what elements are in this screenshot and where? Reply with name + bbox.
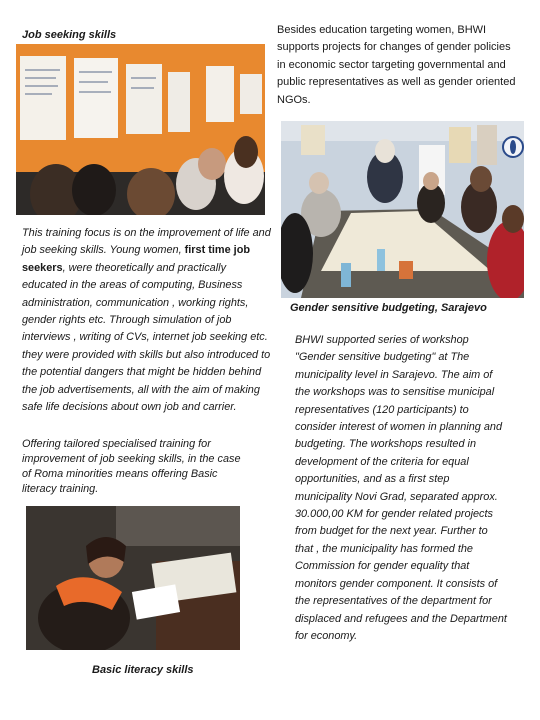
paragraph-gender-budgeting: BHWI supported series of workshop "Gender sensitive budgeting" at The municipality level in Sarajevo. The aim of the workshops was to sensitise municipal representatives (120 participants) to consider interest of women in planning and budgeting. The workshops resulted in development of the criteria for equal opportunities, and as a first step municipality Novi Grad, separated approx. 30.000,00 KM for gender related projects from budget for the next year. Further to that , the municipality has formed the Commission for gender equality that monitors gender component. It consists of the representatives of the department for displaced and refugees and the Department for economy. [295,334,507,642]
paragraph-roma-literacy: Offering tailored specialised training for improvement of job seeking skills, in the case of Roma minorities means offering Basic literacy training. [22,438,241,495]
para1-start: This training focus is on the improvement of life and job seeking skills. Young women, [22,227,271,257]
heading-job-seeking-skills: Job seeking skills [22,29,117,41]
photo-job-seeking-training [16,44,265,215]
para1-end: , were theoretically and practically educated in the areas of computing, Business administration, communication , working rights, gender rights etc. Through simulation of job interviews , writing of CVs, internet job seeking etc. they were provided with skills but also introduced to the potential dangers that might be hidden behind the job advertisements, all with the aim of making safe life decisions about own job and carrier. [22,261,271,414]
photo-gender-budgeting [281,121,524,298]
para1-bold: first time job seekers [22,244,251,274]
paragraph-job-training [22,225,272,416]
caption-gender-budgeting: Gender sensitive budgeting, Sarajevo [290,302,487,314]
photo-basic-literacy [26,506,240,650]
caption-basic-literacy: Basic literacy skills [92,664,194,676]
paragraph-bhwi-intro: Besides education targeting women, BHWI supports projects for changes of gender policies in economic sector targeting governmental and public representatives as well as gender oriented NGOs. [277,24,516,106]
